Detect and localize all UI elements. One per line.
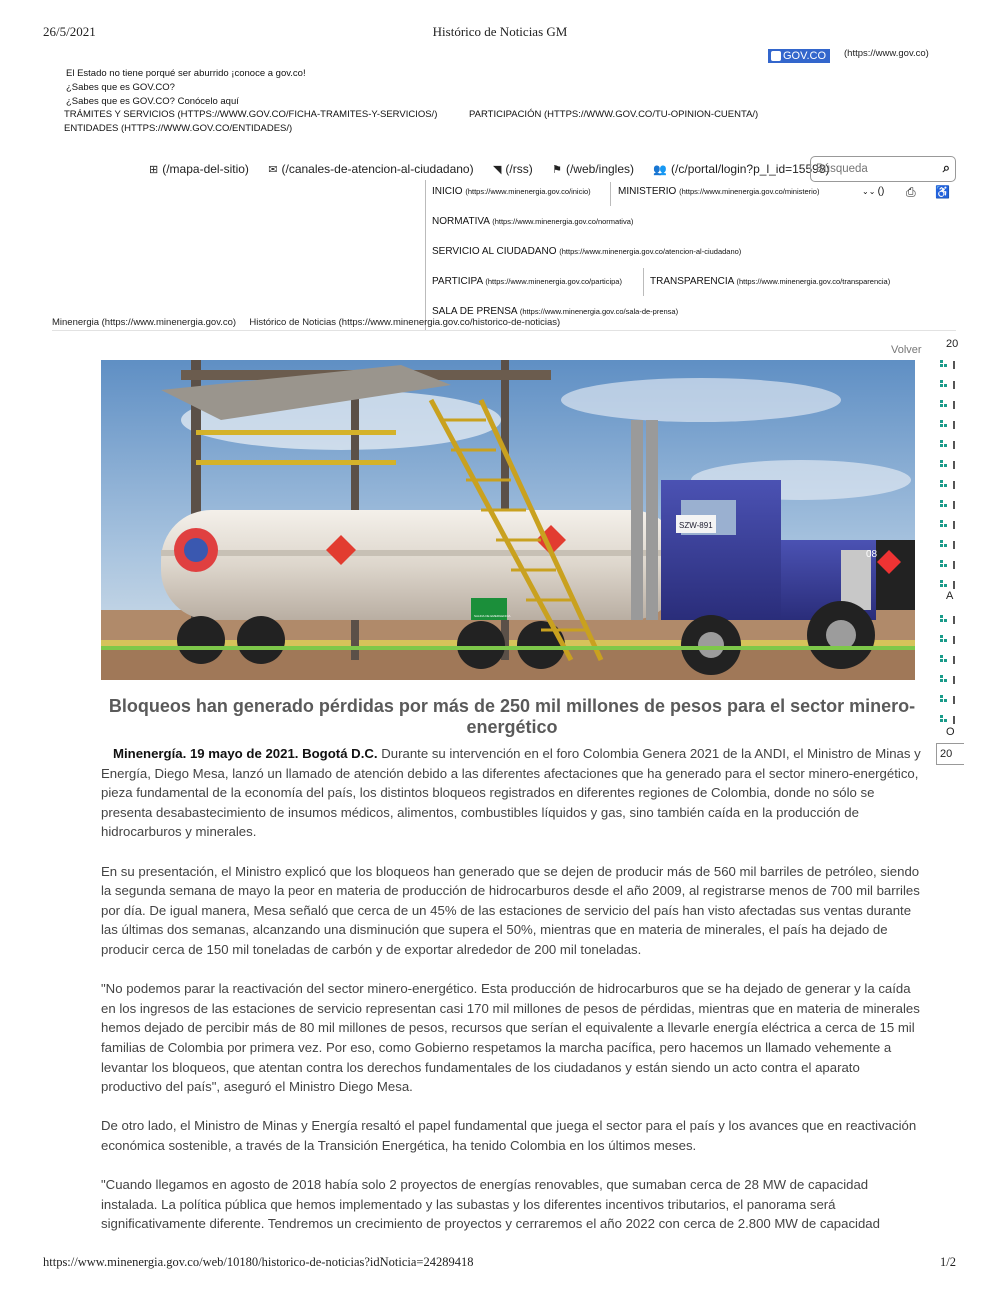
list-bullet-icon (940, 360, 950, 368)
govco-question: ¿Sabes que es GOV.CO? (66, 82, 175, 93)
participacion-link[interactable]: PARTICIPACIÓN (HTTPS://WWW.GOV.CO/TU-OPINION-CUENTA/) (469, 109, 759, 120)
list-bullet-icon (940, 400, 950, 408)
article-title: Bloqueos han generado pérdidas por más de 250 mil millones de pesos para el sector minero-energético (108, 696, 916, 737)
list-bullet-icon (940, 655, 950, 663)
menu-servicio-ciudadano[interactable]: SERVICIO AL CIUDADANO (https://www.minenergia.gov.co/atencion-al-ciudadano) (432, 246, 742, 257)
users-icon: 👥 (653, 164, 668, 176)
menu-normativa[interactable]: NORMATIVA (https://www.minenergia.gov.co/normativa) (432, 216, 634, 227)
breadcrumb-current[interactable]: Histórico de Noticias (https://www.minenergia.gov.co/historico-de-noticias) (249, 317, 561, 328)
article-paragraph: Minenergía. 19 mayo de 2021. Bogotá D.C. Durante su intervención en el foro Colombia Genera 2021 de la ANDI, el Ministro de Minas y Energía, Diego Mesa, lanzó un llamado de atención debido a las diferentes afectaciones que ha generado para el sector minero-energético, pieza fundamental de la economía del país, los distintos bloqueos registrados en diferentes regiones de Colombia, donde no sólo se presenta desabastecimiento de insumos médicos, alimentos, combustibles líquidos y gas, sino también caída en la producción de hidrocarburos y minerales. (101, 746, 921, 840)
menu-inicio[interactable]: INICIO (https://www.minenergia.gov.co/inicio) (432, 186, 591, 197)
entidades-link[interactable]: ENTIDADES (HTTPS://WWW.GOV.CO/ENTIDADES/) (64, 123, 293, 134)
govco-logo[interactable]: GOV.CO (768, 49, 830, 63)
govco-know-link[interactable]: ¿Sabes que es GOV.CO? Conócelo aquí (66, 96, 239, 107)
list-bullet-icon (940, 540, 950, 548)
sidebar-year-heading: 20 (946, 338, 958, 350)
english-link[interactable]: ⚑ (/web/ingles) (552, 162, 634, 176)
list-bullet-icon (940, 635, 950, 643)
search-icon[interactable]: ⌕ (942, 160, 950, 175)
sitemap-icon: ⊞ (149, 164, 159, 176)
envelope-icon: ✉ (268, 164, 278, 176)
search-input[interactable] (814, 160, 930, 178)
article-body (101, 744, 923, 1234)
sidebar-year-select[interactable]: 20 (936, 743, 964, 765)
search-box (810, 156, 956, 182)
tramites-link[interactable]: TRÁMITES Y SERVICIOS (HTTPS://WWW.GOV.CO/FICHA-TRAMITES-Y-SERVICIOS/) (64, 109, 438, 120)
menu-divider (643, 268, 644, 296)
list-bullet-icon (940, 420, 950, 428)
article-paragraph: En su presentación, el Ministro explicó que los bloqueos han generado que se dejen de producir más de 560 mil barriles de petróleo, siendo la segunda semana de mayo la peor en materia de producción de hidrocarburos desde el año 2009, al registrarse menos de 700 mil barriles por día. De igual manera, Mesa señaló que cerca de un 45% de las estaciones de servicio del país han visto afectadas sus ventas durante las últimas dos semanas, alcanzando una disminución que supera el 50%, mientras que en materia de minerales, el país ha dejado de producir cerca de 150 mil toneladas de carbón y de exportar alrededor de 200 mil toneladas. (101, 863, 920, 957)
sidebar-letter: O (946, 726, 955, 738)
menu-divider (610, 182, 611, 206)
menu-participa[interactable]: PARTICIPA (https://www.minenergia.gov.co/participa) (432, 276, 622, 287)
sitemap-link[interactable]: ⊞ (/mapa-del-sitio) (149, 162, 249, 176)
list-bullet-icon (940, 580, 950, 588)
flag-icon: ⚑ (552, 164, 562, 176)
list-bullet-icon (940, 560, 950, 568)
article-dateline: Minenergía. 19 mayo de 2021. Bogotá D.C. (113, 746, 378, 761)
chevrons-down-icon: ⌄⌄ (862, 187, 878, 196)
list-bullet-icon (940, 715, 950, 723)
list-bullet-icon (940, 380, 950, 388)
list-bullet-icon (940, 460, 950, 468)
menu-more[interactable]: ⌄⌄ () (862, 186, 885, 197)
article-image (101, 360, 915, 680)
print-date: 26/5/2021 (43, 24, 96, 39)
print-url: https://www.minenergia.gov.co/web/10180/historico-de-noticias?idNoticia=24289418 (43, 1255, 474, 1269)
list-bullet-icon (940, 695, 950, 703)
print-title: Histórico de Noticias GM (432, 24, 568, 39)
article-paragraph: "Cuando llegamos en agosto de 2018 había solo 2 proyectos de energías renovables, que sumaban cerca de 28 MW de capacidad instalada. La política pública que hemos implementado y las subastas y los diferentes incentivos tributarios, el panorama será significativamente diferente. Tendremos un crecimiento de proyectos y cerraremos el año 2022 con cerca de 2.800 MW de capacidad (101, 1177, 880, 1232)
menu-transparencia[interactable]: TRANSPARENCIA (https://www.minenergia.gov.co/transparencia) (650, 276, 891, 287)
breadcrumb (52, 317, 560, 328)
top-nav (149, 162, 830, 176)
divider (52, 330, 956, 331)
list-bullet-icon (940, 675, 950, 683)
login-link[interactable]: 👥 (/c/portal/login?p_l_id=15598) (653, 162, 830, 176)
canales-link[interactable]: ✉ (/canales-de-atencion-al-ciudadano) (268, 162, 474, 176)
tank-number: 08 (866, 549, 878, 560)
article-paragraph: De otro lado, el Ministro de Minas y Energía resaltó el papel fundamental que juega el sector para el país y los avances que en reactivación económica sostenible, a través de la Transición Energética, ha tenido Colombia en los últimos meses. (101, 1118, 917, 1153)
accessibility-icon[interactable]: ♿ (935, 185, 950, 199)
menu-sala-prensa[interactable]: SALA DE PRENSA (https://www.minenergia.gov.co/sala-de-prensa) (432, 306, 679, 317)
sidebar-letter: A (946, 590, 954, 602)
rss-icon: ◥ (492, 164, 502, 176)
govco-tagline: El Estado no tiene porqué ser aburrido ¡conoce a gov.co! (66, 68, 306, 79)
print-icon[interactable]: ⎙ (906, 185, 916, 199)
breadcrumb-home[interactable]: Minenergia (https://www.minenergia.gov.co) (52, 317, 237, 328)
list-bullet-icon (940, 480, 950, 488)
back-link[interactable]: Volver (891, 344, 922, 356)
list-bullet-icon (940, 615, 950, 623)
list-bullet-icon (940, 440, 950, 448)
menu-ministerio[interactable]: MINISTERIO (https://www.minenergia.gov.co/ministerio) (618, 186, 820, 197)
article-paragraph: "No podemos parar la reactivación del sector minero-energético. Esta producción de hidrocarburos que se ha dejado de generar y la caída en los ingresos de las estaciones de servicio representan casi 170 mil millones de pesos de pérdidas, mientras que en materia de minerales hemos dejado de percibir más de 80 mil millones de pesos, recursos que serían el equivalente a llevarle energía eléctrica a cerca de 15 mil familias de Colombia por primera vez. Por eso, como Gobierno respetamos la marcha pacífica, pero hacemos un llamado vehemente a levantar los bloqueos, que atentan contra los derechos fundamentales de los ciudadanos y están siendo un acto contra el aparato productivo del país", aseguró el Ministro Diego Mesa. (101, 981, 920, 1095)
truck-plate: SZW-891 (679, 521, 713, 530)
page-number: 1/2 (940, 1255, 956, 1269)
list-bullet-icon (940, 520, 950, 528)
rss-link[interactable]: ◥ (/rss) (492, 162, 533, 176)
shield-icon (771, 51, 781, 61)
govco-link[interactable]: (https://www.gov.co) (844, 48, 929, 59)
list-bullet-icon (940, 500, 950, 508)
exit-sign: SALIDA DE EMERGENCIA (474, 614, 511, 618)
menu-left-border (425, 180, 426, 330)
